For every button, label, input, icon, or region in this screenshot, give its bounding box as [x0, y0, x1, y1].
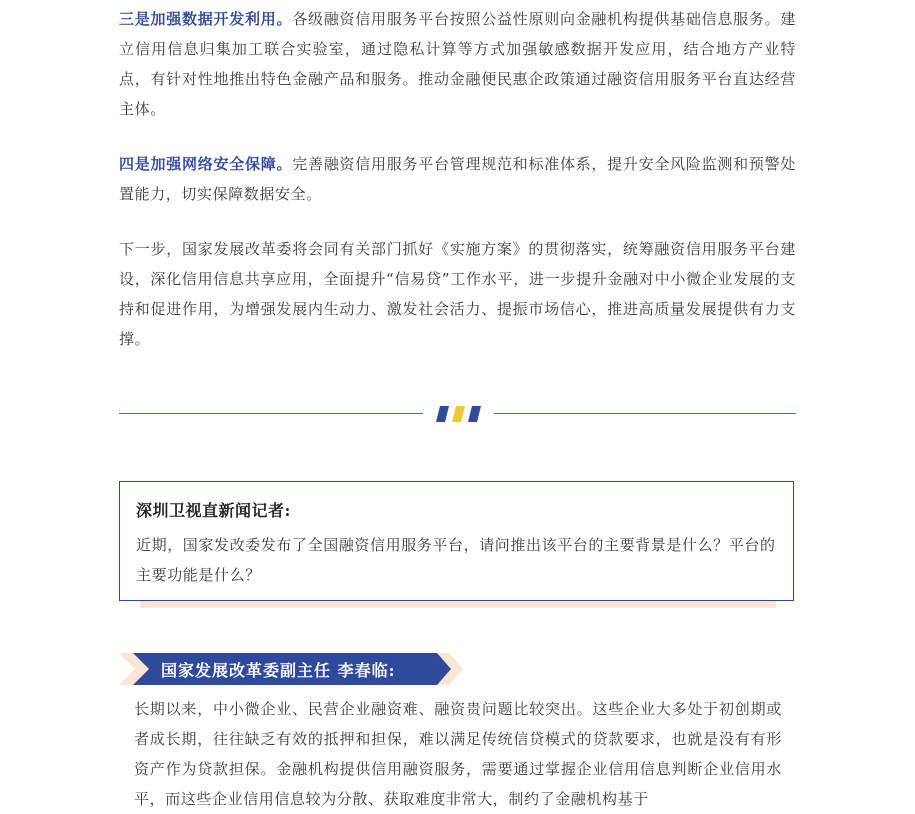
- paragraph-text: 各级融资信用服务平台按照公益性原则向金融机构提供基础信息服务。建立信用信息归集加工联合实验室，通过隐私计算等方式加强敏感数据开发应用，结合地方产业特点，有针对性地推出特色金融产品和服务。推动金融便民惠企政策通过融资信用服务平台直达经营主体。: [119, 10, 797, 118]
- divider-line-right: [494, 413, 796, 414]
- divider-line-left: [119, 413, 423, 414]
- question-text: 近期，国家发改委发布了全国融资信用服务平台，请问推出该平台的主要背景是什么？平台的主要功能是什么？: [136, 536, 776, 584]
- paragraph-data-development: [119, 4, 796, 124]
- speaker-banner: [119, 653, 464, 685]
- paragraph-network-security: [119, 149, 796, 209]
- answer-text: 长期以来，中小微企业、民营企业融资难、融资贵问题比较突出。这些企业大多处于初创期或者成长期，往往缺乏有效的抵押和担保，难以满足传统信贷模式的贷款要求，也就是没有有形资产作为贷款担保。金融机构提供信用融资服务，需要通过掌握企业信用信息判断企业信用水平，而这些企业信用信息较为分散、获取难度非常大，制约了金融机构基于: [134, 700, 782, 808]
- paragraph-lead: 四是加强网络安全保障。: [119, 155, 293, 173]
- divider-bar-blue: [468, 406, 481, 422]
- paragraph-lead: 三是加强数据开发利用。: [119, 10, 293, 28]
- three-slanted-bars-icon: [437, 406, 481, 422]
- question-box: [119, 481, 794, 601]
- paragraph-next-steps: [119, 234, 796, 354]
- question-asker: 深圳卫视直新闻记者:: [136, 501, 291, 520]
- speaker-name: 国家发展改革委副主任 李春临:: [161, 661, 396, 680]
- paragraph-text: 下一步，国家发展改革委将会同有关部门抓好《实施方案》的贯彻落实，统筹融资信用服务平台建设，深化信用信息共享应用，全面提升“信易贷”工作水平，进一步提升金融对中小微企业发展的支持和促进作用，为增强发展内生动力、激发社会活力、提振市场信心，推进高质量发展提供有力支撑。: [119, 240, 796, 348]
- section-divider: [119, 405, 796, 423]
- paragraph-text: 完善融资信用服务平台管理规范和标准体系，提升安全风险监测和预警处置能力，切实保障数据安全。: [119, 155, 797, 203]
- divider-bar-yellow: [452, 406, 465, 422]
- divider-bar-blue: [436, 406, 449, 422]
